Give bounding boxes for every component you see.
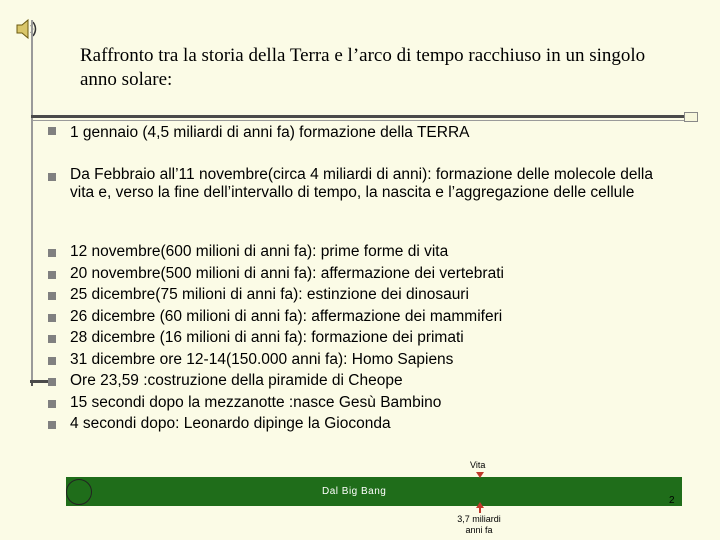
list-item: 28 dicembre (16 milioni di anni fa): formazione dei primati xyxy=(70,329,464,346)
timeline-start-circle xyxy=(66,479,92,505)
page-title: Raffronto tra la storia della Terra e l’arco di tempo racchiuso in un singolo anno solare: xyxy=(80,45,646,90)
list-item: Da Febbraio all’11 novembre(circa 4 miliardi di anni): formazione delle molecole della vita e, verso la fine dell’intervallo di tempo, la nascita e l’aggregazione delle cellule xyxy=(70,166,653,201)
bullet-marker xyxy=(48,173,56,181)
page-number: 2 xyxy=(669,495,675,506)
list-item: 25 dicembre(75 milioni di anni fa): estinzione dei dinosauri xyxy=(70,286,469,303)
title-rule xyxy=(31,115,684,118)
list-item: 1 gennaio (4,5 miliardi di anni fa) formazione della TERRA xyxy=(70,124,470,141)
list-item: 26 dicembre (60 milioni di anni fa): affermazione dei mammiferi xyxy=(70,308,503,325)
list-item: Ore 23,59 :costruzione della piramide di Cheope xyxy=(70,372,403,389)
bullet-marker xyxy=(48,271,56,279)
rule-end-box xyxy=(684,112,698,122)
bullet-marker xyxy=(48,378,56,386)
bullet-marker xyxy=(48,421,56,429)
list-item: 4 secondi dopo: Leonardo dipinge la Gioconda xyxy=(70,415,391,432)
list-item: 12 novembre(600 milioni di anni fa): prime forme di vita xyxy=(70,243,449,260)
timeline-label: Dal Big Bang xyxy=(322,486,387,497)
arrow-stem xyxy=(479,507,481,513)
life-marker-label: Vita xyxy=(470,460,486,470)
bullet-marker xyxy=(48,314,56,322)
left-rule xyxy=(31,20,33,384)
life-marker-time: 3,7 miliardi anni fa xyxy=(457,514,501,535)
bullet-marker xyxy=(48,127,56,135)
bullet-marker xyxy=(48,292,56,300)
list-item: 15 secondi dopo la mezzanotte :nasce Gesù Bambino xyxy=(70,394,442,411)
speaker-icon[interactable] xyxy=(14,16,40,42)
arrow-down-icon xyxy=(476,472,484,478)
list-item: 20 novembre(500 milioni di anni fa): affermazione dei vertebrati xyxy=(70,265,504,282)
title-rule-thin xyxy=(31,120,684,121)
list-item: 31 dicembre ore 12-14(150.000 anni fa): Homo Sapiens xyxy=(70,351,454,368)
bullet-marker xyxy=(48,335,56,343)
bullet-marker xyxy=(48,249,56,257)
bullet-marker xyxy=(48,400,56,408)
bullet-marker xyxy=(48,357,56,365)
